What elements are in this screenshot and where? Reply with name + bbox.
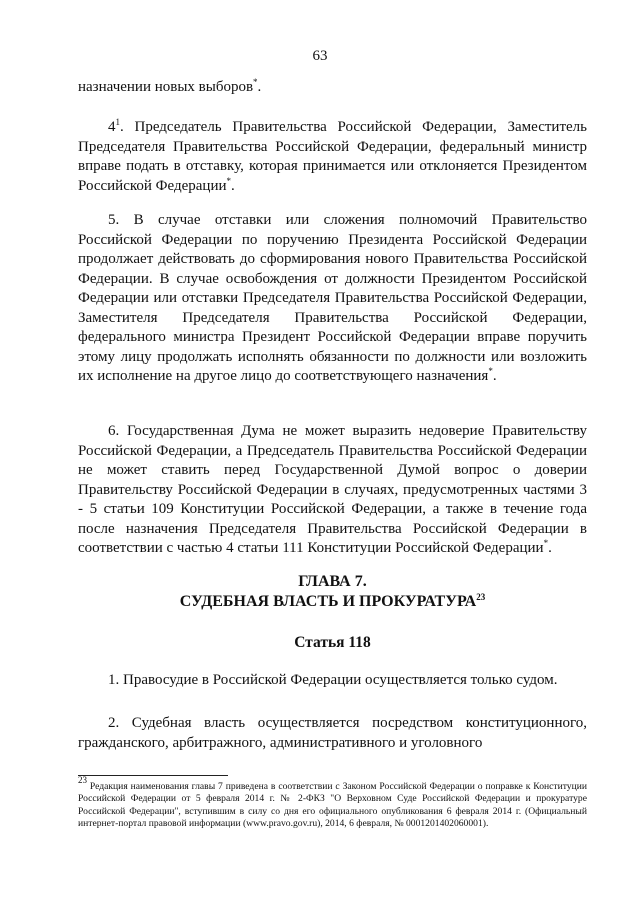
paragraph-5: 5. В случае отставки или сложения полномочий Правительство Российской Федерации по поручению Президента Российской Федерации продолжает действовать до сформирования нового Правительства Российской Федерации. В случае освобождения от должности Президентом Российской Федерации или отставки Председателя Правительства Российской Федерации, Заместителя Председателя Правительства Российской Федерации, федерального министра Президент Российской Федерации вправе поручить этому лицу продолжать исполнять обязанности по должности или возложить их исполнение на другое лицо до соответствующего назначения*.	[78, 212, 587, 384]
article-heading: Статья 118	[294, 634, 371, 651]
footnote-divider	[78, 775, 228, 776]
footnote-mark: *	[226, 175, 232, 186]
footnote-mark: *	[543, 538, 549, 548]
chapter-number: ГЛАВА 7.	[298, 573, 367, 590]
footnote	[78, 775, 587, 831]
footnote-text: Редакция наименования главы 7 приведена в соответствии с Законом Российской Федерации о поправке к Конституции Российской Федерации от 5 февраля 2014 г. № 2-ФКЗ "О Верховном Суде Российской Федерации и прокуратуре Российской Федерации", вступившим в силу со дня его официального опубликования 6 февраля 2014 г. (Официальный интернет-портал правовой информации (www.pravo.gov.ru), 2014, 6 февраля, № 0001201402060001).	[78, 781, 587, 830]
chapter-heading	[78, 572, 587, 612]
paragraph-4-1: $4^1$. Председатель Правительства Российской Федерации, Заместитель Председателя Правительства Российской Федерации, федеральный министр вправе подать в отставку, которая принимается или отклоняется Президентом Российской Федерации*.	[78, 117, 587, 194]
footnote-mark: *	[488, 366, 493, 376]
article-paragraph-2: 2. Судебная власть осуществляется посредством конституционного, гражданского, арбитражного, административного и уголовного	[78, 715, 587, 751]
page-number: 63	[312, 48, 328, 64]
footnote-ref: 23	[476, 592, 486, 602]
chapter-title: СУДЕБНАЯ ВЛАСТЬ И ПРОКУРАТУРА$^{23}$	[179, 592, 486, 610]
footnote-number: 23	[78, 775, 87, 785]
paragraph-6: 6. Государственная Дума не может выразить недоверие Правительству Российской Федерации, а Председатель Правительства Российской Федерации не может ставить перед Государственной Думой вопрос о доверии Правительству Российской Федерации в случаях, предусмотренных частями 3 - 5 статьи 109 Конституции Российской Федерации, а также в течение года после назначения Председателя Правительства Российской Федерации в соответствии с частью 4 статьи 111 Конституции Российской Федерации*.	[78, 423, 587, 556]
article-paragraph-1: 1. Правосудие в Российской Федерации осуществляется только судом.	[108, 672, 558, 688]
paragraph-continuation: назначении новых выборов*.	[78, 77, 262, 95]
footnote-mark: *	[253, 77, 258, 87]
paragraph-number-sup: 1	[115, 117, 120, 127]
